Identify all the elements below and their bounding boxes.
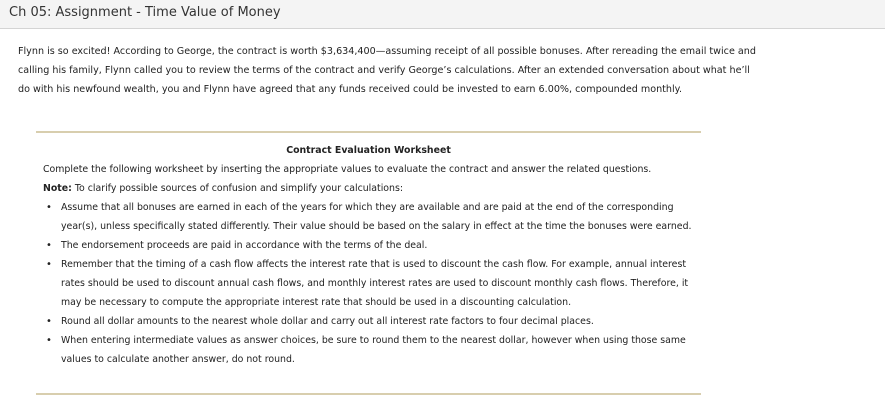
note-label: Note: — [43, 183, 72, 194]
assignment-header — [0, 0, 885, 29]
bullet-icon: • — [46, 240, 52, 251]
contract-evaluation-worksheet — [36, 133, 701, 369]
list-item-text: When entering intermediate values as answer choices, be sure to round them to the nearest dollar, however when using those same values to calculate another answer, do not round. — [61, 335, 686, 365]
list-item — [43, 331, 711, 369]
assignment-title: Ch 05: Assignment - Time Value of Money — [9, 5, 281, 20]
assumptions-list — [36, 198, 701, 369]
bullet-icon: • — [46, 259, 52, 270]
worksheet-bottom-rule — [36, 393, 701, 395]
worksheet-title: Contract Evaluation Worksheet — [286, 145, 451, 156]
bullet-icon: • — [46, 202, 52, 213]
list-item-text: The endorsement proceeds are paid in accordance with the terms of the deal. — [61, 240, 428, 251]
worksheet-note — [43, 179, 701, 198]
list-item — [43, 255, 711, 312]
bullet-icon: • — [46, 335, 52, 346]
note-text: To clarify possible sources of confusion and simplify your calculations: — [71, 183, 404, 194]
list-item-text: Remember that the timing of a cash flow affects the interest rate that is used to discount the cash flow. For example, annual interest rates should be used to discount annual cash flows, and monthly interest rates are used to discount monthly cash flows. Therefore, it may be necessary to compute the appropriate interest rate that should be used in a discounting calculation. — [61, 259, 689, 308]
bullet-icon: • — [46, 316, 52, 327]
list-item — [43, 312, 711, 331]
list-item-text: Round all dollar amounts to the nearest whole dollar and carry out all interest rate factors to four decimal places. — [61, 316, 594, 327]
list-item-text: Assume that all bonuses are earned in each of the years for which they are available and are paid at the end of the corresponding year(s), unless specifically stated differently. Their value should be based on the salary in effect at the time the bonuses were earned. — [61, 202, 692, 232]
worksheet-instruction: Complete the following worksheet by inserting the appropriate values to evaluate the contract and answer the related questions. — [43, 164, 652, 175]
intro-paragraph: Flynn is so excited! According to George, the contract is worth $3,634,400—assuming receipt of all possible bonuses. After rereading the email twice and calling his family, Flynn called you to review the terms of the contract and verify George’s calculations. After an extended conversation about what he’ll do with his newfound wealth, you and Flynn have agreed that any funds received could be invested to earn 6.00%, compounded monthly. — [18, 46, 756, 95]
list-item — [43, 236, 711, 255]
list-item — [43, 198, 711, 236]
